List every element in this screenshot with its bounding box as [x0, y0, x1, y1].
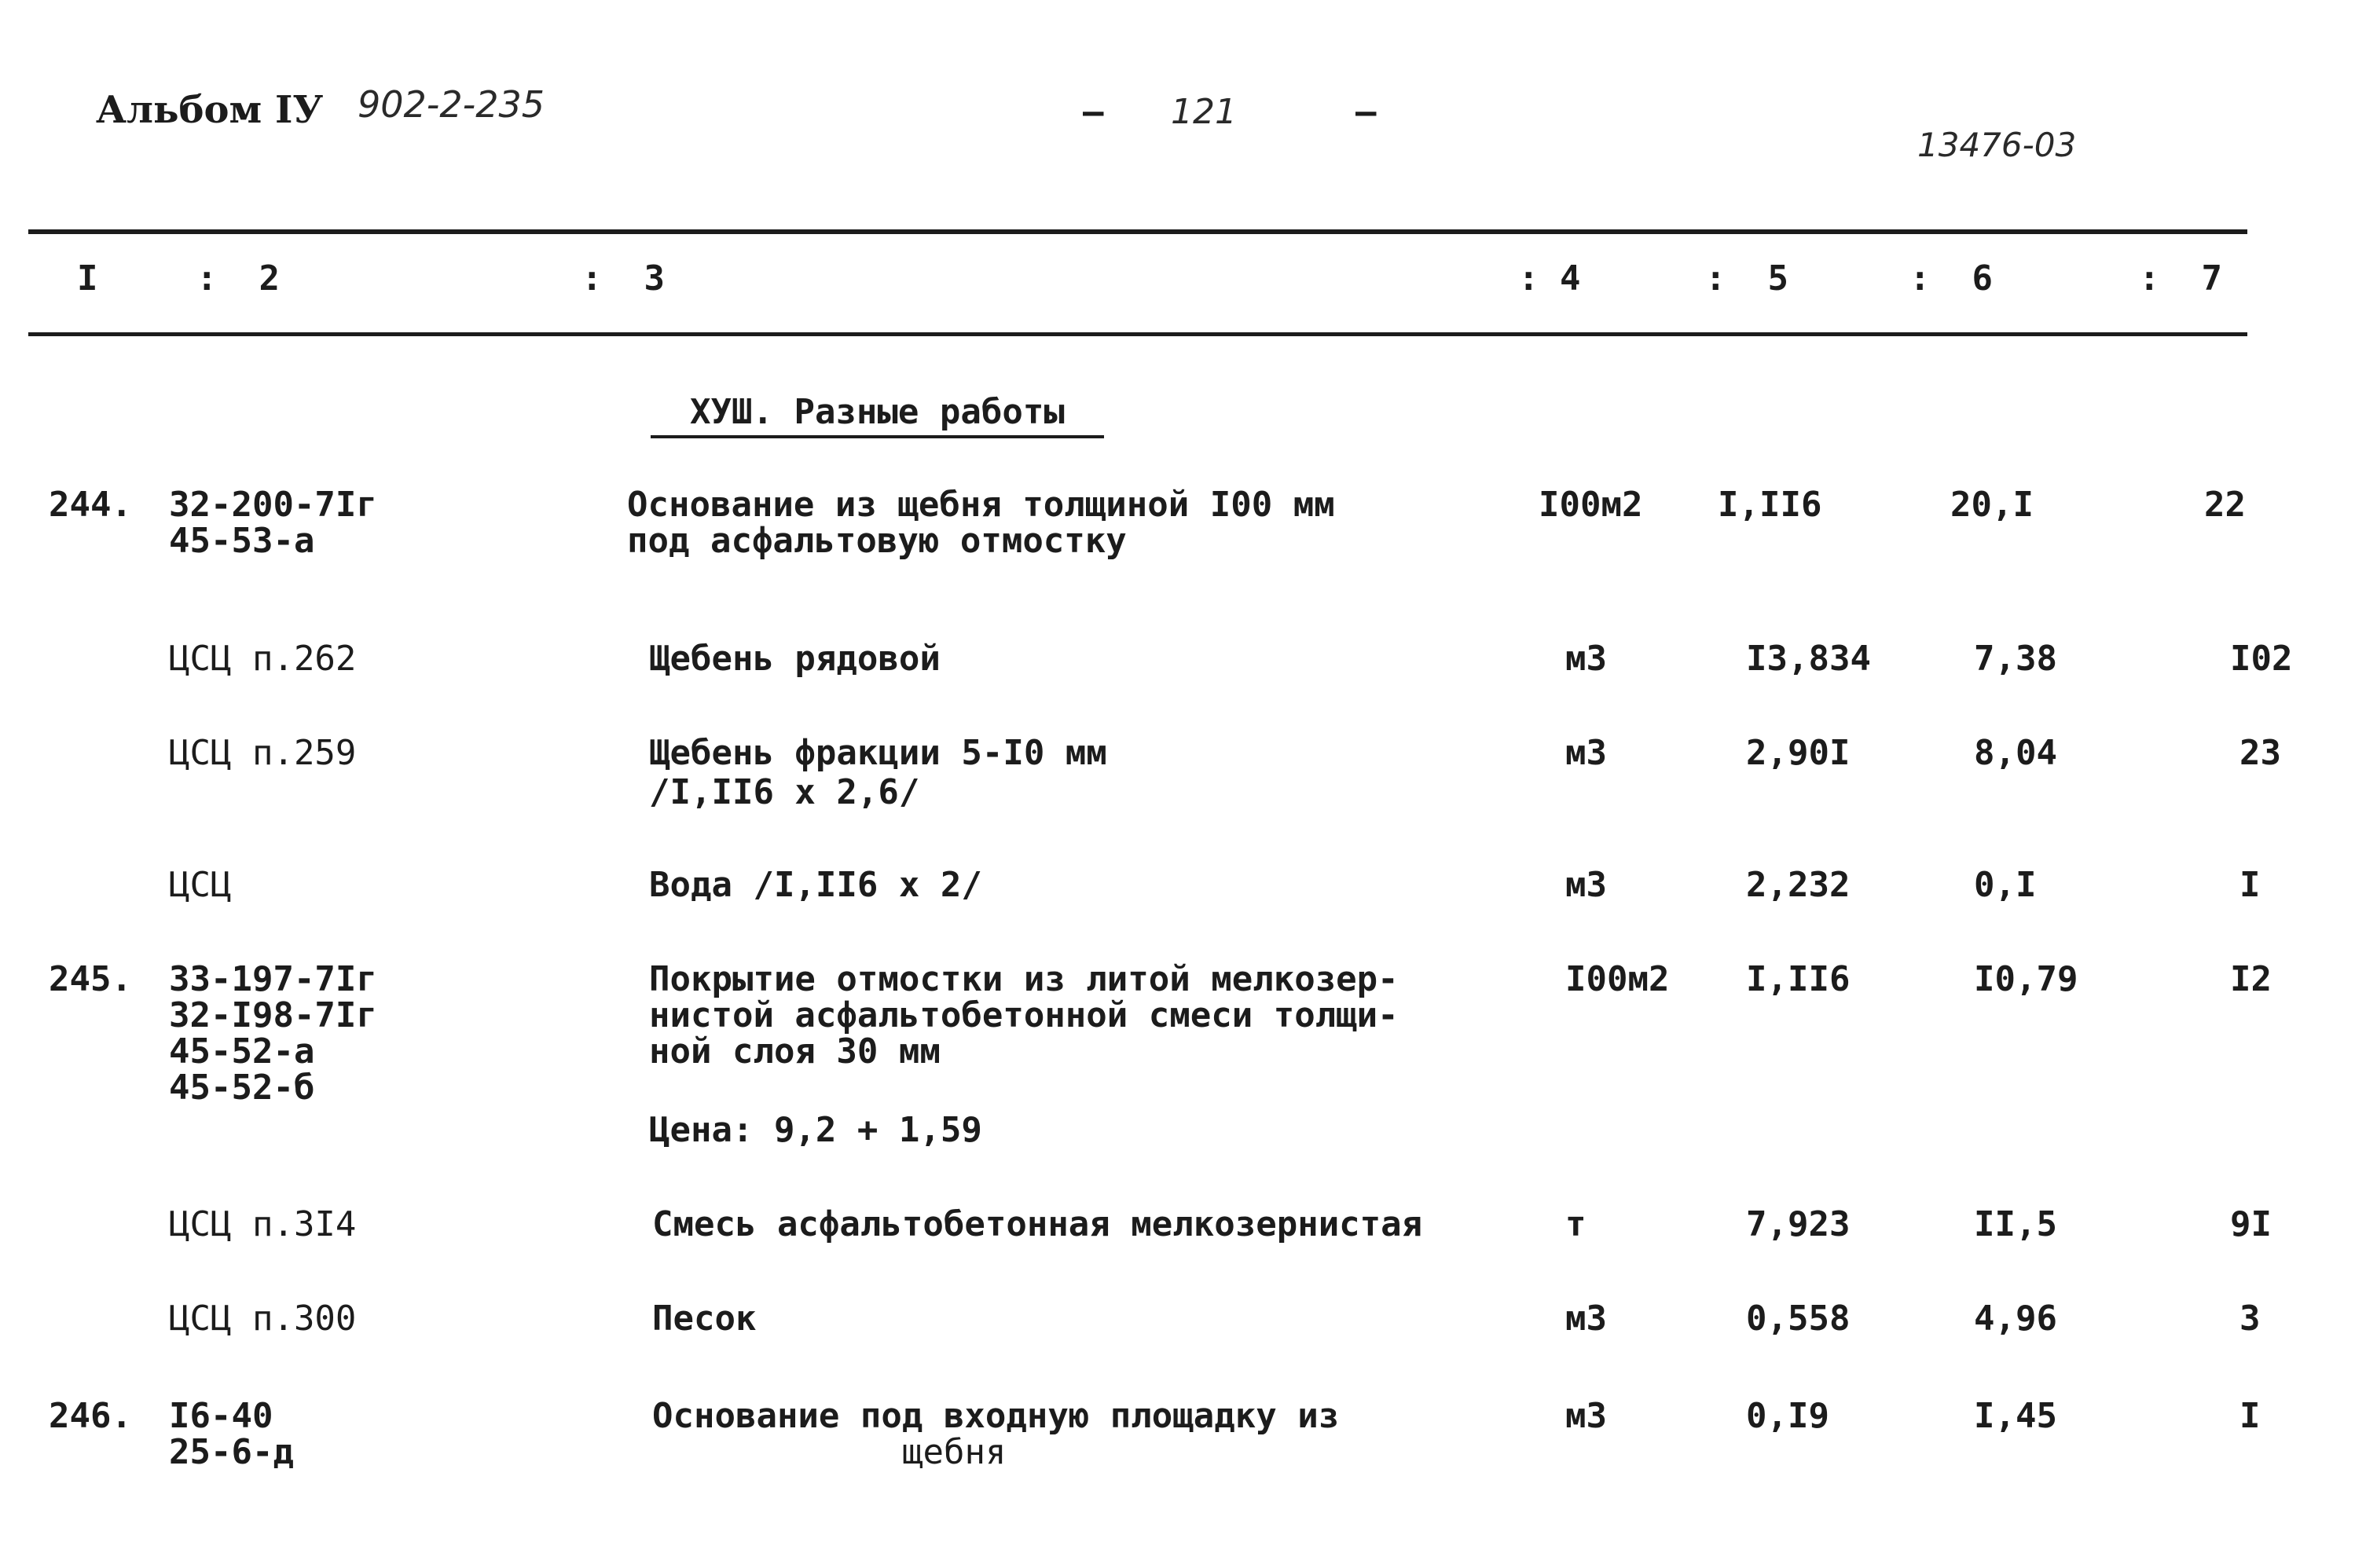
row-price: I0,79	[1974, 959, 2078, 999]
row-description: ной слоя 30 мм	[649, 1031, 941, 1072]
row-quantity: I3,834	[1746, 639, 1871, 679]
row-code: ЦСЦ п.3I4	[169, 1204, 357, 1244]
row-total: 3	[2239, 1299, 2261, 1339]
row-unit: м3	[1565, 733, 1607, 773]
row-price: 4,96	[1974, 1299, 2057, 1339]
row-unit: I00м2	[1565, 959, 1670, 999]
row-unit: м3	[1565, 639, 1607, 679]
row-price: 8,04	[1974, 733, 2057, 773]
album-label: Альбом IУ	[96, 88, 324, 132]
row-code: 45-53-а	[169, 521, 315, 561]
row-description: Смесь асфальтобетонная мелкозернистая	[652, 1204, 1423, 1244]
row-description: Основание под входную площадку из	[652, 1396, 1340, 1436]
col-1-label: I	[77, 258, 98, 299]
page-number: 121	[1171, 92, 1237, 132]
row-total: I02	[2230, 639, 2293, 679]
row-description: Основание из щебня толщиной I00 мм	[627, 485, 1335, 525]
page-dash-left: –	[1083, 92, 1104, 132]
row-price: I,45	[1974, 1396, 2057, 1436]
row-code: ЦСЦ п.300	[169, 1299, 357, 1339]
row-price: 0,I	[1974, 865, 2037, 905]
price-note: Цена: 9,2 + 1,59	[649, 1110, 982, 1150]
row-price: II,5	[1974, 1204, 2057, 1244]
row-code: 32-I98-7Iг	[169, 995, 377, 1035]
row-code: ЦСЦ п.262	[169, 639, 357, 679]
row-quantity: I,II6	[1718, 485, 1822, 525]
row-total: I	[2239, 865, 2261, 905]
row-unit: I00м2	[1539, 485, 1643, 525]
row-quantity: 0,I9	[1746, 1396, 1829, 1436]
row-description: под асфальтовую отмостку	[627, 521, 1127, 561]
row-description: Щебень рядовой	[649, 639, 941, 679]
row-quantity: 7,923	[1746, 1204, 1851, 1244]
row-code: I6-40	[169, 1396, 273, 1436]
col-7-label: : 7	[2139, 258, 2222, 299]
row-total: I	[2239, 1396, 2261, 1436]
project-code: 902-2-235	[358, 83, 545, 126]
row-description: щебня	[902, 1432, 1007, 1472]
row-total: 22	[2204, 485, 2246, 525]
row-unit: м3	[1565, 865, 1607, 905]
row-description: Вода /I,II6 x 2/	[649, 865, 982, 905]
col-2-label: : 2	[196, 258, 280, 299]
row-description: нистой асфальтобетонной смеси толщи-	[649, 995, 1399, 1035]
row-number: 244.	[49, 485, 132, 525]
row-number: 245.	[49, 959, 132, 999]
row-description: Песок	[652, 1299, 757, 1339]
row-code: 45-52-а	[169, 1031, 315, 1072]
row-description: /I,II6 x 2,6/	[649, 772, 920, 812]
header-top-rule	[28, 229, 2247, 234]
col-6-label: : 6	[1909, 258, 1993, 299]
row-code: 33-197-7Iг	[169, 959, 377, 999]
row-code: ЦСЦ п.259	[169, 733, 357, 773]
doc-number: 13476-03	[1917, 126, 2077, 164]
row-total: 9I	[2230, 1204, 2272, 1244]
row-total: 23	[2239, 733, 2281, 773]
section-title: ХУШ. Разные работы	[651, 393, 1104, 438]
row-description: Щебень фракции 5-I0 мм	[649, 733, 1107, 773]
row-total: I2	[2230, 959, 2272, 999]
row-code: 32-200-7Iг	[169, 485, 377, 525]
col-3-label: : 3	[581, 258, 665, 299]
header-bottom-rule	[28, 332, 2247, 336]
row-price: 20,I	[1950, 485, 2034, 525]
row-unit: м3	[1565, 1396, 1607, 1436]
col-5-label: : 5	[1705, 258, 1788, 299]
col-4-label: : 4	[1518, 258, 1581, 299]
page-dash-right: –	[1355, 92, 1377, 132]
row-code: 45-52-б	[169, 1068, 315, 1108]
row-quantity: 2,90I	[1746, 733, 1851, 773]
row-description: Покрытие отмостки из литой мелкозер-	[649, 959, 1399, 999]
row-code: ЦСЦ	[169, 865, 232, 905]
row-code: 25-6-д	[169, 1432, 294, 1472]
row-quantity: 0,558	[1746, 1299, 1851, 1339]
row-quantity: 2,232	[1746, 865, 1851, 905]
row-unit: т	[1565, 1204, 1587, 1244]
row-number: 246.	[49, 1396, 132, 1436]
row-quantity: I,II6	[1746, 959, 1851, 999]
row-price: 7,38	[1974, 639, 2057, 679]
row-unit: м3	[1565, 1299, 1607, 1339]
